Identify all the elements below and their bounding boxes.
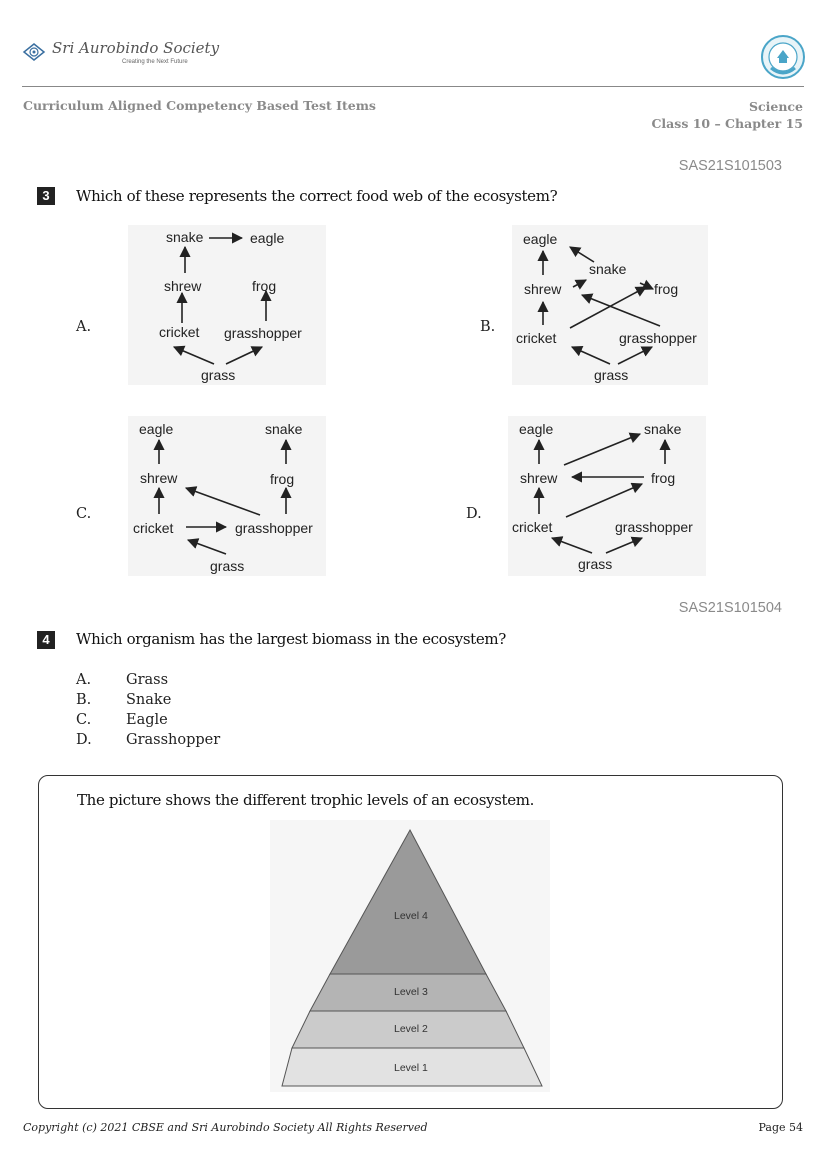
food-web-option-d[interactable] [508,416,706,576]
node-grasshopper: grasshopper [235,520,313,536]
node-grass: grass [594,367,629,383]
node-grasshopper: grasshopper [619,330,697,346]
node-cricket: cricket [512,519,553,535]
passage-text: The picture shows the different trophic levels of an ecosystem. [77,791,535,809]
question-number: 4 [37,631,55,649]
node-eagle: eagle [519,421,554,437]
node-grass: grass [201,367,236,383]
question-text: Which organism has the largest biomass in the ecosystem? [76,630,506,648]
food-web-option-c[interactable] [128,416,326,576]
food-web-option-b[interactable] [512,225,708,385]
question-text: Which of these represents the correct food web of the ecosystem? [76,187,558,205]
level-2-label: Level 2 [394,1023,428,1035]
level-1-label: Level 1 [394,1062,428,1074]
node-eagle: eagle [139,421,174,437]
lotus-logo-icon [22,42,46,62]
question-code: SAS21S101503 [678,158,782,174]
node-frog: frog [654,281,679,297]
answer-option[interactable]: C. Eagle [76,712,168,728]
food-web-option-a[interactable] [128,225,326,385]
header-title: Curriculum Aligned Competency Based Test Items [23,98,376,113]
copyright: Copyright (c) 2021 CBSE and Sri Aurobindo Society All Rights Reserved [23,1121,428,1134]
node-grass: grass [578,556,613,572]
node-snake: snake [265,421,303,437]
node-snake: snake [644,421,682,437]
node-grasshopper: grasshopper [615,519,693,535]
node-shrew: shrew [140,470,178,486]
node-shrew: shrew [164,278,202,294]
node-cricket: cricket [516,330,557,346]
cbse-seal-icon [760,34,806,80]
question-code: SAS21S101504 [678,600,782,616]
option-c-label[interactable]: C. [76,506,92,522]
node-snake: snake [589,261,627,277]
class-chapter: Class 10 – Chapter 15 [651,116,803,131]
header-subject-block [651,98,803,132]
node-snake: snake [166,229,204,245]
answer-option[interactable]: A. Grass [76,672,169,688]
trophic-pyramid [270,820,550,1092]
node-cricket: cricket [159,324,200,340]
org-tagline: Creating the Next Future [122,59,188,65]
answer-options [76,670,220,750]
question-number: 3 [37,187,55,205]
level-4-label: Level 4 [394,910,428,922]
node-cricket: cricket [133,520,174,536]
level-3-label: Level 3 [394,986,428,998]
header-divider [22,86,804,87]
node-frog: frog [651,470,676,486]
node-grasshopper: grasshopper [224,325,302,341]
answer-option[interactable]: D. Grasshopper [76,732,221,748]
option-d-label[interactable]: D. [466,506,482,522]
node-shrew: shrew [524,281,562,297]
subject: Science [749,99,803,114]
society-logo [22,38,219,65]
page-number: Page 54 [758,1121,803,1134]
node-grass: grass [210,558,245,574]
node-eagle: eagle [523,231,558,247]
option-a-label[interactable]: A. [76,319,92,335]
org-name: Sri Aurobindo Society [52,39,220,57]
node-eagle: eagle [250,230,285,246]
node-frog: frog [270,471,295,487]
option-b-label[interactable]: B. [480,319,496,335]
node-frog: frog [252,278,277,294]
node-shrew: shrew [520,470,558,486]
answer-option[interactable]: B. Snake [76,692,172,708]
